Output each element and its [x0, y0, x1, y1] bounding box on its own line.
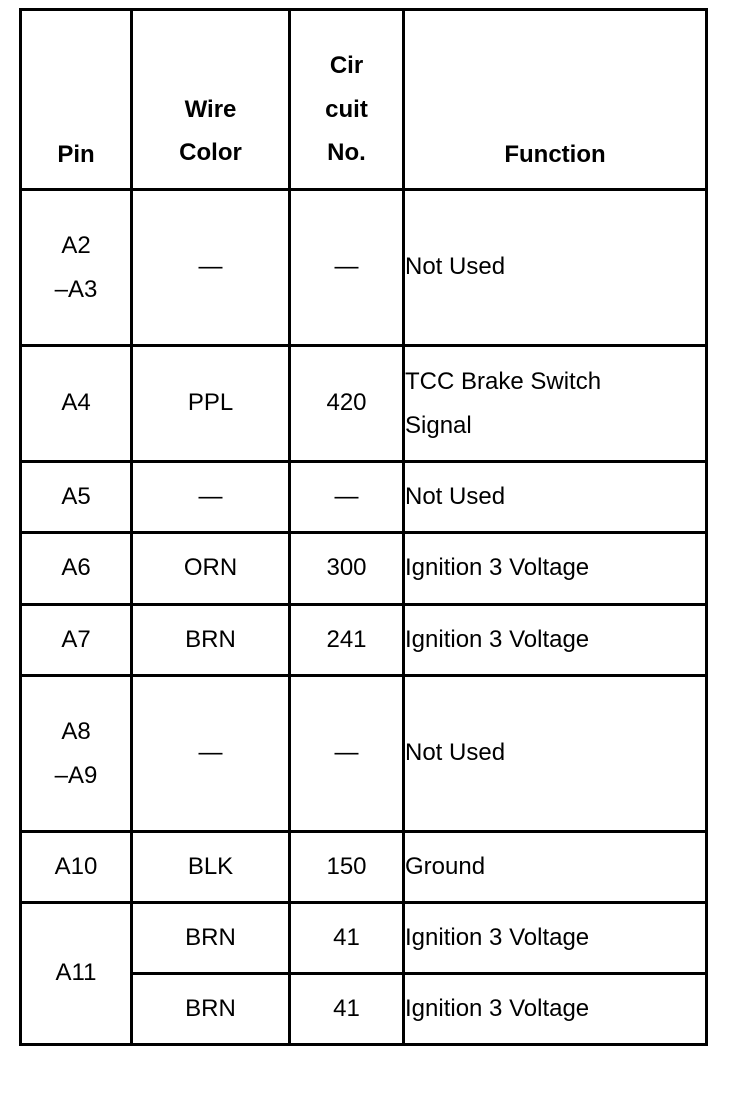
cell-function: Ignition 3 Voltage: [404, 903, 707, 974]
cell-circuit: —: [290, 190, 404, 346]
cell-pin: A8 –A9: [21, 676, 132, 832]
cell-function: Not Used: [404, 462, 707, 533]
cell-pin: A7: [21, 605, 132, 676]
table-row: [21, 832, 707, 903]
cell-wire-color: —: [132, 190, 290, 346]
table-row: [21, 605, 707, 676]
cell-pin: A11: [21, 903, 132, 1045]
table-row: [21, 903, 707, 974]
table-row: [21, 533, 707, 605]
header-function: Function: [404, 10, 707, 190]
header-circuit-no: Cir cuit No.: [290, 10, 404, 190]
cell-function: Not Used: [404, 190, 707, 346]
cell-circuit: —: [290, 676, 404, 832]
table-row: [21, 190, 707, 346]
header-pin: Pin: [21, 10, 132, 190]
cell-circuit: 300: [290, 533, 404, 605]
cell-function: Not Used: [404, 676, 707, 832]
cell-circuit: 41: [290, 974, 404, 1045]
cell-function: Ignition 3 Voltage: [404, 533, 707, 605]
cell-wire-color: BRN: [132, 605, 290, 676]
cell-pin: A6: [21, 533, 132, 605]
cell-function: Ignition 3 Voltage: [404, 605, 707, 676]
header-wire-color: Wire Color: [132, 10, 290, 190]
cell-wire-color: —: [132, 462, 290, 533]
table-row: [21, 676, 707, 832]
cell-pin: A5: [21, 462, 132, 533]
pinout-table: [19, 8, 708, 1046]
table-row: [21, 346, 707, 462]
cell-pin: A10: [21, 832, 132, 903]
cell-wire-color: —: [132, 676, 290, 832]
table-row: [21, 462, 707, 533]
cell-circuit: 41: [290, 903, 404, 974]
cell-function: Ignition 3 Voltage: [404, 974, 707, 1045]
cell-circuit: —: [290, 462, 404, 533]
header-row: [21, 10, 707, 190]
cell-function: TCC Brake Switch Signal: [404, 346, 707, 462]
cell-wire-color: BRN: [132, 974, 290, 1045]
cell-wire-color: BRN: [132, 903, 290, 974]
cell-wire-color: BLK: [132, 832, 290, 903]
cell-circuit: 150: [290, 832, 404, 903]
cell-pin: A4: [21, 346, 132, 462]
cell-wire-color: PPL: [132, 346, 290, 462]
cell-wire-color: ORN: [132, 533, 290, 605]
cell-circuit: 241: [290, 605, 404, 676]
cell-function: Ground: [404, 832, 707, 903]
cell-pin: A2 –A3: [21, 190, 132, 346]
cell-circuit: 420: [290, 346, 404, 462]
